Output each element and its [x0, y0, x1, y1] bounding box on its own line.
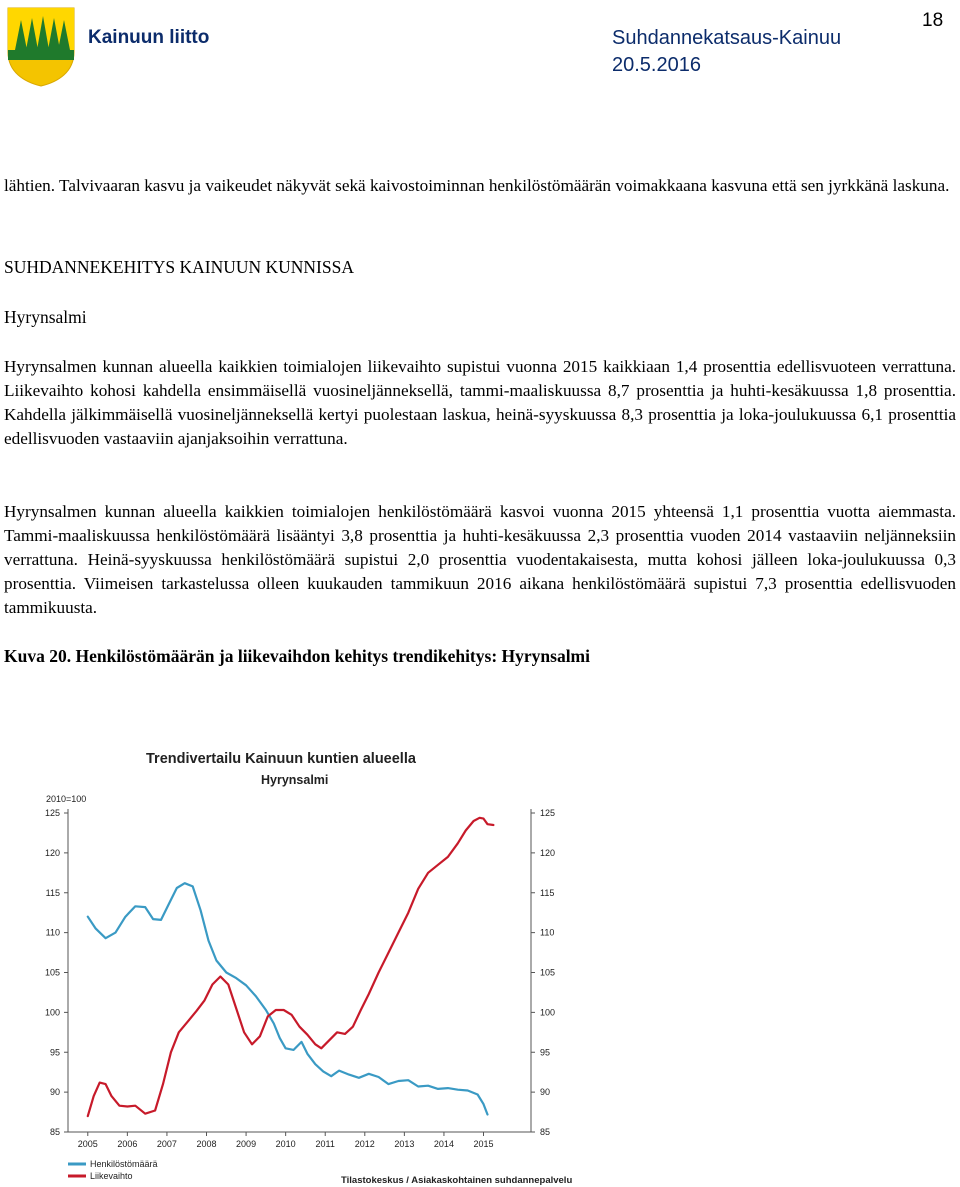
report-title: Suhdannekatsaus-Kainuu — [612, 27, 842, 49]
y-tick-label-right: 100 — [540, 1007, 556, 1018]
y-tick-label-right: 90 — [540, 1087, 551, 1098]
intro-paragraph: lähtien. Talvivaaran kasvu ja vaikeudet näkyvät sekä kaivostoiminnan henkilöstömäärän voimakkaana kasvuna että sen jyrkkänä laskuna. — [4, 176, 950, 195]
y-tick-label-left: 90 — [49, 1087, 60, 1098]
y-tick-label-left: 105 — [44, 967, 60, 978]
x-tick-label: 2007 — [156, 1139, 177, 1149]
y-tick-label-right: 105 — [540, 967, 556, 978]
x-tick-label: 2015 — [473, 1139, 494, 1149]
y-tick-label-left: 125 — [44, 808, 60, 818]
x-tick-label: 2005 — [77, 1139, 98, 1149]
x-tick-label: 2013 — [394, 1139, 415, 1149]
kainuu-coat-of-arms-icon — [6, 6, 76, 88]
organization-name: Kainuun liitto — [88, 27, 210, 48]
y-tick-label-right: 110 — [540, 927, 555, 938]
x-tick-label: 2012 — [354, 1139, 375, 1149]
y-tick-label-left: 95 — [49, 1047, 60, 1058]
chart-source: Tilastokeskus / Asiakaskohtainen suhdannepalvelu — [341, 1175, 573, 1185]
page-number: 18 — [922, 10, 944, 31]
figure-caption: Kuva 20. Henkilöstömäärän ja liikevaihdon kehitys trendikehitys: Hyrynsalmi — [4, 646, 590, 666]
x-tick-label: 2009 — [236, 1139, 257, 1149]
y-tick-label-right: 125 — [540, 808, 556, 818]
series-line-henkilostomaara — [88, 883, 488, 1114]
x-tick-label: 2011 — [315, 1139, 335, 1149]
y-tick-label-right: 85 — [540, 1127, 551, 1137]
trend-chart — [28, 740, 588, 1185]
x-tick-label: 2010 — [275, 1139, 296, 1149]
legend-label-liikevaihto: Liikevaihto — [90, 1171, 133, 1181]
y-tick-label-left: 115 — [45, 887, 60, 898]
series-line-liikevaihto — [88, 818, 494, 1116]
y-tick-label-left: 85 — [49, 1127, 60, 1137]
x-tick-label: 2008 — [196, 1139, 217, 1149]
legend-label-henkilostomaara: Henkilöstömäärä — [90, 1159, 158, 1169]
y-tick-label-left: 110 — [45, 927, 60, 938]
chart-title: Trendivertailu Kainuun kuntien alueella — [146, 751, 416, 767]
section-heading: SUHDANNEKEHITYS KAINUUN KUNNISSA — [4, 257, 354, 277]
revenue-paragraph: Hyrynsalmen kunnan alueella kaikkien toimialojen liikevaihto supistui vuonna 2015 kaikkiaan 1,4 prosenttia edellisvuoteen verrattuna. Liikevaihto kohosi kahdella ensimmäisellä vuosineljänneksellä, tammi-maaliskuussa 8,7 prosenttia ja huhti-kesäkuussa 1,8 prosenttia. Kahdella jälkimmäisellä vuosineljänneksellä kertyi puolestaan laskua, heinä-syyskuussa 8,3 prosenttia ja loka-joulukuussa 6,1 prosenttia edellisvuoden vastaaviin ajanjaksoihin verrattuna. — [4, 357, 956, 448]
y-tick-label-left: 100 — [44, 1007, 60, 1018]
y-tick-label-right: 115 — [540, 887, 555, 898]
x-tick-label: 2014 — [433, 1139, 454, 1149]
x-tick-label: 2006 — [117, 1139, 138, 1149]
chart-subtitle: Hyrynsalmi — [261, 773, 329, 787]
y-tick-label-left: 120 — [44, 847, 60, 858]
municipality-heading: Hyrynsalmi — [4, 307, 87, 327]
report-date: 20.5.2016 — [612, 54, 701, 76]
y-tick-label-right: 120 — [540, 847, 556, 858]
y-tick-label-right: 95 — [540, 1047, 551, 1058]
index-base-label: 2010=100 — [46, 794, 87, 804]
staff-paragraph: Hyrynsalmen kunnan alueella kaikkien toimialojen henkilöstömäärä kasvoi vuonna 2015 yhteensä 1,1 prosenttia vuotta aiemmasta. Tammi-maaliskuussa henkilöstömäärä lisääntyi 3,8 prosenttia ja huhti-kesäkuussa 2,3 prosenttia vuoden 2014 vastaaviin neljänneksiin verrattuna. Heinä-syyskuussa henkilöstömäärä supistui 2,0 prosenttia vuodentakaisesta, mutta kohosi jälleen loka-joulukuussa 0,3 prosenttia. Viimeisen tarkastelussa olleen kuukauden tammikuun 2016 aikana henkilöstömäärä supistui 7,3 prosenttia edellisvuoden tammikuusta. — [4, 502, 956, 617]
